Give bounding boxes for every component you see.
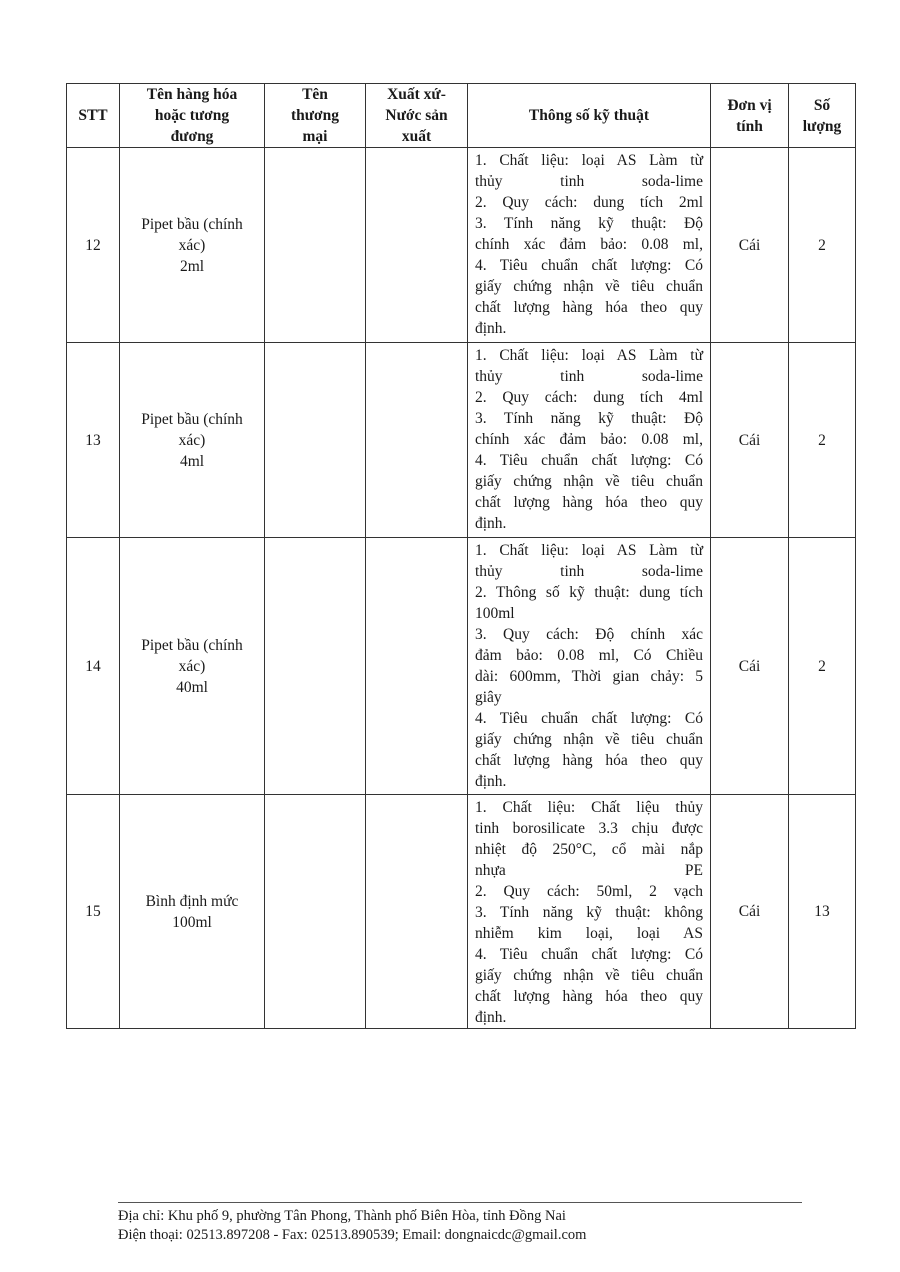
footer-address: Địa chỉ: Khu phố 9, phường Tân Phong, Thành phố Biên Hòa, tỉnh Đồng Nai — [118, 1208, 566, 1224]
row-unit: Cái — [711, 795, 789, 1029]
row-stt: 14 — [67, 538, 120, 795]
row-brand — [265, 148, 366, 343]
row-stt: 13 — [67, 343, 120, 538]
header-quantity: Số lượng — [789, 84, 856, 148]
header-unit: Đơn vị tính — [711, 84, 789, 148]
row-unit: Cái — [711, 538, 789, 795]
table-row — [67, 795, 856, 1029]
header-item-name: Tên hàng hóa hoặc tương đương — [120, 84, 265, 148]
row-quantity: 2 — [789, 538, 856, 795]
row-unit: Cái — [711, 148, 789, 343]
row-brand — [265, 795, 366, 1029]
row-quantity: 2 — [789, 343, 856, 538]
row-spec: 1. Chất liệu: loại AS Làm từ thủy tinh soda-lime 2. Thông số kỹ thuật: dung tích 100ml 3. Quy cách: Độ chính xác đảm bảo: 0.08 ml, Có Chiều dài: 600mm, Thời gian chảy: 5 giây 4. Tiêu chuẩn chất lượng: Có giấy chứng nhận về tiêu chuẩn chất lượng hàng hóa theo quy định. — [468, 538, 711, 795]
row-item-name: Pipet bầu (chính xác) 4ml — [120, 343, 265, 538]
row-spec: 1. Chất liệu: Chất liệu thủy tinh borosilicate 3.3 chịu được nhiệt độ 250°C, cổ mài nắp nhựa PE 2. Quy cách: 50ml, 2 vạch 3. Tính năng kỹ thuật: không nhiễm kim loại, loại AS 4. Tiêu chuẩn chất lượng: Có giấy chứng nhận về tiêu chuẩn chất lượng hàng hóa theo quy định. — [468, 795, 711, 1029]
row-origin — [366, 343, 468, 538]
footer-divider — [118, 1202, 802, 1203]
row-brand — [265, 538, 366, 795]
table-row — [67, 148, 856, 343]
row-quantity: 13 — [789, 795, 856, 1029]
row-spec: 1. Chất liệu: loại AS Làm từ thủy tinh soda-lime 2. Quy cách: dung tích 2ml 3. Tính năng kỹ thuật: Độ chính xác đảm bảo: 0.08 ml, 4. Tiêu chuẩn chất lượng: Có giấy chứng nhận về tiêu chuẩn chất lượng hàng hóa theo quy định. — [468, 148, 711, 343]
row-origin — [366, 148, 468, 343]
footer-contact: Điện thoại: 02513.897208 - Fax: 02513.890539; Email: dongnaicdc@gmail.com — [118, 1227, 587, 1243]
header-row — [67, 84, 856, 148]
header-spec: Thông số kỹ thuật — [468, 84, 711, 148]
table-row — [67, 343, 856, 538]
header-stt: STT — [67, 84, 120, 148]
row-origin — [366, 538, 468, 795]
row-item-name: Bình định mức 100ml — [120, 795, 265, 1029]
row-unit: Cái — [711, 343, 789, 538]
row-item-name: Pipet bầu (chính xác) 2ml — [120, 148, 265, 343]
equipment-spec-table — [66, 83, 856, 1029]
row-origin — [366, 795, 468, 1029]
row-quantity: 2 — [789, 148, 856, 343]
header-brand: Tên thương mại — [265, 84, 366, 148]
header-origin: Xuất xứ- Nước sản xuất — [366, 84, 468, 148]
table-row — [67, 538, 856, 795]
row-brand — [265, 343, 366, 538]
row-spec: 1. Chất liệu: loại AS Làm từ thủy tinh soda-lime 2. Quy cách: dung tích 4ml 3. Tính năng kỹ thuật: Độ chính xác đảm bảo: 0.08 ml, 4. Tiêu chuẩn chất lượng: Có giấy chứng nhận về tiêu chuẩn chất lượng hàng hóa theo quy định. — [468, 343, 711, 538]
row-item-name: Pipet bầu (chính xác) 40ml — [120, 538, 265, 795]
row-stt: 15 — [67, 795, 120, 1029]
page-footer — [118, 1207, 586, 1245]
row-stt: 12 — [67, 148, 120, 343]
